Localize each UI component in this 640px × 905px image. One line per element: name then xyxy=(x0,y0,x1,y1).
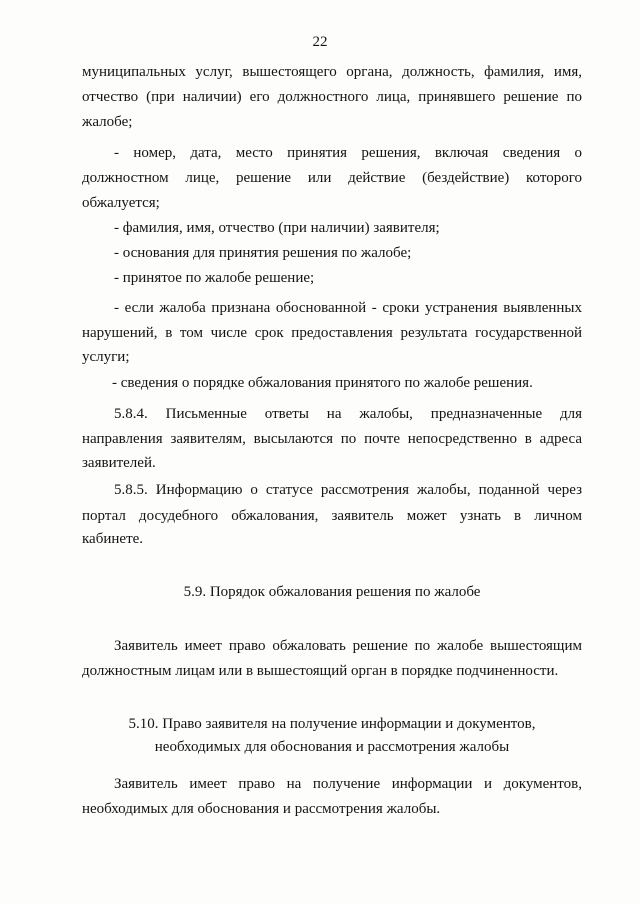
text-line: услуги; xyxy=(82,349,130,365)
text-line: обжалуется; xyxy=(82,195,160,211)
text-line: отчество (при наличии) его должностного лица, принявшего решение по xyxy=(82,89,582,105)
list-item: - фамилия, имя, отчество (при наличии) заявителя; xyxy=(114,220,440,236)
text-line: кабинете. xyxy=(82,531,144,547)
page-number: 22 xyxy=(312,34,328,50)
paragraph-5-8-5: 5.8.5. Информацию о статусе рассмотрения жалобы, поданной через xyxy=(114,482,582,498)
paragraph-5-9: Заявитель имеет право обжаловать решение по жалобе вышестоящим xyxy=(114,638,582,654)
text-line: жалобе; xyxy=(82,114,133,130)
paragraph-5-10: Заявитель имеет право на получение информации и документов, xyxy=(114,776,582,792)
text-line: должностном лице, решение или действие (бездействие) которого xyxy=(82,170,582,186)
list-item: - сведения о порядке обжалования принятого по жалобе решения. xyxy=(112,375,533,391)
list-item: - номер, дата, место принятия решения, включая сведения о xyxy=(114,145,582,161)
list-item: - основания для принятия решения по жалобе; xyxy=(114,245,412,261)
text-line: портал досудебного обжалования, заявитель может узнать в личном xyxy=(82,508,582,524)
text-line: необходимых для обоснования и рассмотрения жалобы. xyxy=(82,801,441,817)
list-item: - принятое по жалобе решение; xyxy=(114,270,315,286)
text-line: муниципальных услуг, вышестоящего органа, должность, фамилия, имя, xyxy=(82,64,582,80)
section-heading-5-10-cont: необходимых для обоснования и рассмотрения жалобы xyxy=(154,739,510,755)
text-line: заявителей. xyxy=(82,455,156,471)
text-line: направления заявителям, высылаются по почте непосредственно в адреса xyxy=(82,431,582,447)
paragraph-5-8-4: 5.8.4. Письменные ответы на жалобы, предназначенные для xyxy=(114,406,582,422)
text-line: нарушений, в том числе срок предоставления результата государственной xyxy=(82,325,582,341)
list-item: - если жалоба признана обоснованной - сроки устранения выявленных xyxy=(114,300,582,316)
section-heading-5-10: 5.10. Право заявителя на получение информации и документов, xyxy=(128,716,536,732)
section-heading-5-9: 5.9. Порядок обжалования решения по жалобе xyxy=(183,584,481,600)
text-line: должностным лицам или в вышестоящий орган в порядке подчиненности. xyxy=(82,663,559,679)
